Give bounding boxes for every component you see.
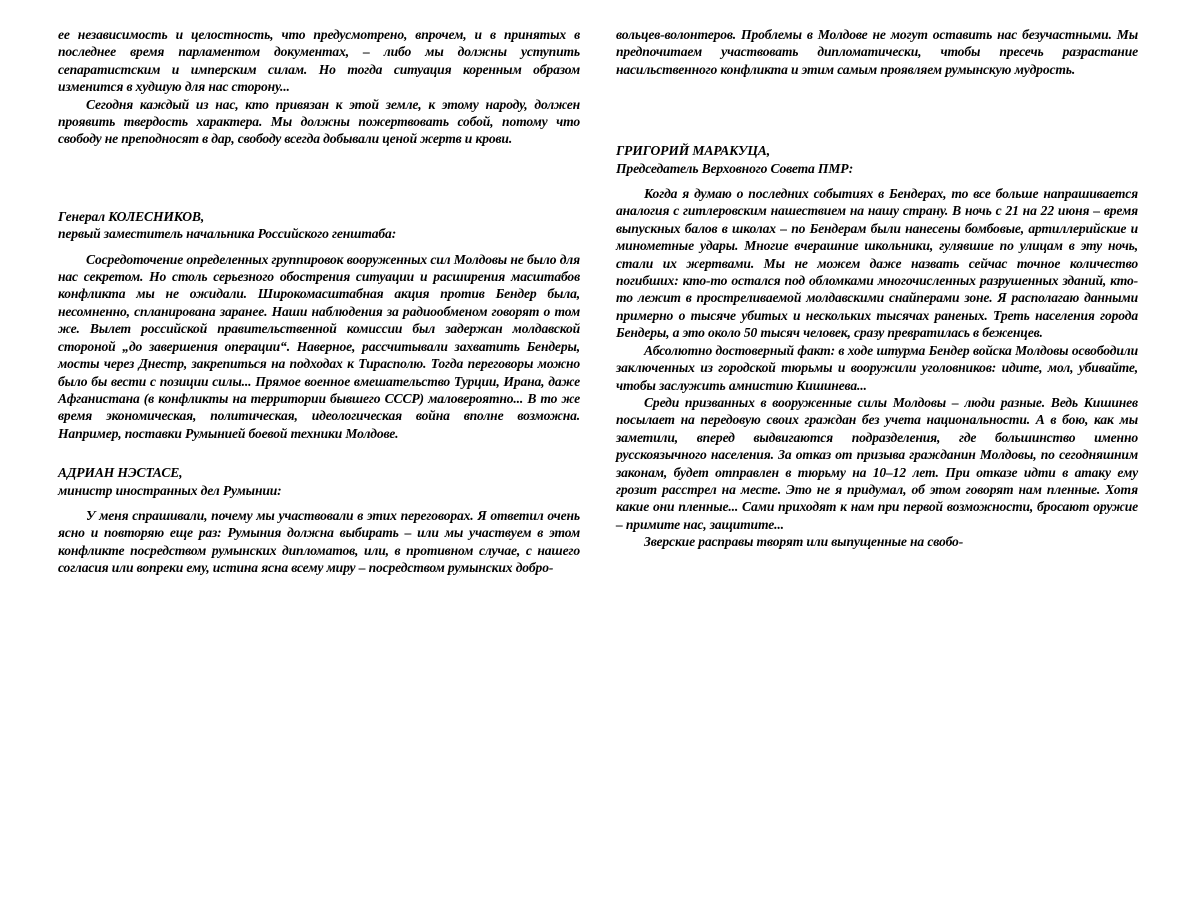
paragraph: Сегодня каждый из нас, кто привязан к этой земле, к этому народу, должен проявить твердость характера. Мы должны пожертвовать собой, потому что свободу не преподносят в дар, свободу всегда добывали ценой жертв и крови. (58, 96, 580, 147)
speaker-role: Председатель Верховного Совета ПМР: (616, 160, 854, 176)
speaker-name: ГРИГОРИЙ МАРАКУЦА, (616, 143, 770, 159)
paragraph: Среди призванных в вооруженные силы Молдовы – люди разные. Ведь Кишинев посылает на передовую своих граждан без учета национальности. А в бою, как мы заметили, вперед выдвигаются подразделения, где большинство именно русскоязычного населения. За отказ от призыва гражданин Молдовы, по сегодняшним законам, будет отправлен в тюрьму на 10–12 лет. При отказе идти в атаку ему грозит расстрел на месте. Это не я придумал, об этом говорят нам пленные. Хотя какие они пленные... Сами приходят к нам при первой возможности, бросают оружие – примите нас, защитите... (616, 394, 1138, 532)
paragraph: ее независимость и целостность, что предусмотрено, впрочем, и в принятых в последнее время парламентом документах, – либо мы должны уступить сепаратистским и имперским силам. Но тогда ситуация коренным образом изменится в худшую для нас сторону... (58, 27, 580, 95)
paragraph: Зверские расправы творят или выпущенные на свобо- (644, 534, 964, 550)
speaker-name: Генерал КОЛЕСНИКОВ, (58, 208, 205, 224)
speaker-name: АДРИАН НЭСТАСЕ, (58, 465, 183, 481)
paragraph: Сосредоточение определенных группировок вооруженных сил Молдовы не было для нас секретом. Но столь серьезного обострения ситуации и расширения масштабов конфликта мы не ожидали. Широкомасштабная акция против Бендер была, несомненно, спланирована заранее. Наши наблюдения за радиообменом говорят о том же. Вылет российской правительственной комиссии был задержан молдавской стороной „до завершения операции“. Наверное, рассчитывали захватить Бендеры, мосты через Днестр, закрепиться на подходах к Тирасполю. Тогда переговоры можно было бы вести с позиции силы... Прямое военное вмешательство Турции, Ирана, даже Афганистана (в конфликты на территории бывшего СССР) маловероятно... В то же время экономическая, политическая, идеологическая война вполне возможна. Например, поставки Румынией боевой техники Молдове. (58, 251, 580, 441)
speaker-heading-nastase (58, 464, 580, 499)
paragraph: вольцев-волонтеров. Проблемы в Молдове не могут оставить нас безучастными. Мы предпочитаем участвовать дипломатически, чтобы пресечь разрастание насильственного конфликта и этим самым проявляем румынскую мудрость. (616, 27, 1138, 77)
speaker-role: первый заместитель начальника Российского генштаба: (58, 226, 397, 242)
right-column (616, 26, 1138, 551)
speaker-heading-kolesnikov (58, 208, 580, 243)
paragraph: У меня спрашивали, почему мы участвовали в этих переговорах. Я ответил очень ясно и повторяю еще раз: Румыния должна выбирать – или мы участвуем в этом конфликте посредством румынских дипломатов, или, в противном случае, с нашего согласия или вопреки ему, истина ясна всему миру – посредством румынских добро- (58, 507, 580, 576)
paragraph: Абсолютно достоверный факт: в ходе штурма Бендер войска Молдовы освободили заключенных из городской тюрьмы и вооружили уголовников: идите, мол, убивайте, чтобы заслужить амнистию Кишинева... (616, 342, 1138, 393)
left-column (58, 26, 580, 577)
speaker-role: министр иностранных дел Румынии: (58, 482, 282, 498)
speaker-heading-marakutsa (616, 142, 1138, 177)
paragraph: Когда я думаю о последних событиях в Бендерах, то все больше напрашивается аналогия с гитлеровским нашествием на нашу страну. В ночь с 21 на 22 июня – время выпускных балов в школах – по Бендерам были нанесены бомбовые, артиллерийские и минометные удары. Многие вчерашние школьники, гулявшие по улицам в эту ночь, стали их жертвами. Мы не можем даже назвать сейчас точное количество погибших: кто-то остался под обломками многочисленных разрушенных зданий, кто-то лежит в простреливаемой молдавскими снайперами зоне. Я располагаю данными примерно о тысяче убитых и нескольких тысячах раненых. Треть населения города Бендеры, а это около 50 тысяч человек, сразу превратилась в беженцев. (616, 186, 1138, 341)
